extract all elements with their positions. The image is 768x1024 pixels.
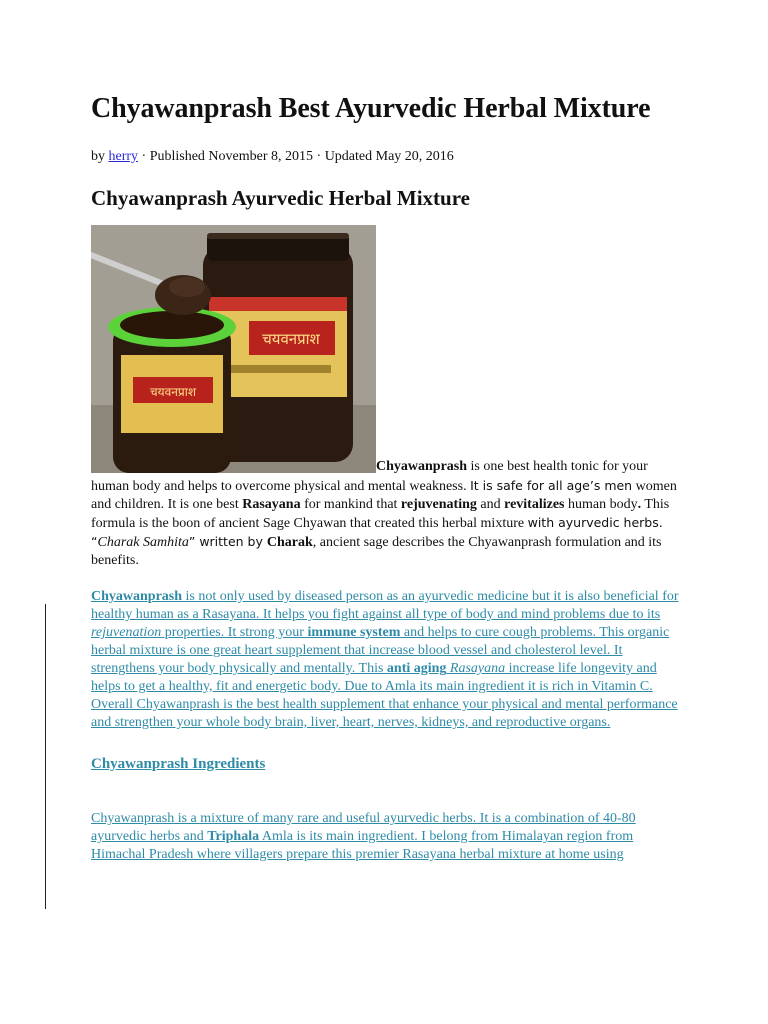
- article: [91, 92, 681, 864]
- article-meta: [91, 148, 681, 166]
- benefits-paragraph-link[interactable]: Chyawanprash is not only used by diseased person as an ayurvedic medicine but it is also beneficial for healthy human as a Rasayana. It helps you fight against all type of body and mind problems due to its rejuvenation properties. It strong your immune system and helps to cure cough problems. This organic herbal mixture is one great heart supplement that increase blood vessel and cholesterol level. It strengthens your body physically and mentally. This anti aging Rasayana increase life longevity and helps to get a healthy, fit and energetic body. Due to Amla its main ingredient it is rich in Vitamin C. Overall Chyawanprash is the best health supplement that enhance your physical and mental performance and strengthen your whole body brain, liver, heart, nerves, kidneys, and reproductive organs.: [91, 589, 679, 730]
- small-jar-label-text: चयवनप्राश: [149, 385, 197, 399]
- chyawanprash-jars-illustration: [91, 225, 376, 473]
- section-heading: Chyawanprash Ayurvedic Herbal Mixture: [91, 186, 470, 210]
- paragraph-first-line: Chyawanprash is one best health tonic for your: [376, 459, 648, 474]
- intro-paragraph: human body and helps to overcome physical and mental weakness. It is safe for all age’s men women and children. It is one best Rasayana for mankind that rejuvenating and revitalizes human body. This formula is the boon of ancient Sage Chyawan that created this herbal mixture with ayurvedic herbs. “Charak Samhita” written by Charak, ancient sage describes the Chyawanprash formulation and its benefits.: [91, 478, 677, 568]
- margin-rule: [45, 604, 46, 909]
- ingredients-paragraph-link[interactable]: Chyawanprash is a mixture of many rare and useful ayurvedic herbs. It is a combination of 40-80 ayurvedic herbs and Triphala Amla is its main ingredient. I belong from Himalayan region from Himachal Pradesh where villagers prepare this premier Rasayana herbal mixture at home using: [91, 811, 636, 862]
- article-title: Chyawanprash Best Ayurvedic Herbal Mixture: [91, 93, 651, 124]
- image-block: [91, 225, 681, 473]
- byline-prefix: by: [91, 149, 105, 164]
- ingredients-heading-link[interactable]: Chyawanprash Ingredients: [91, 756, 266, 772]
- big-jar-label-text: चयवनप्राश: [262, 330, 320, 348]
- author-link[interactable]: herry: [108, 149, 139, 164]
- publish-dates: · Published November 8, 2015 · Updated May 20, 2016: [141, 149, 454, 164]
- product-photo: [91, 225, 376, 473]
